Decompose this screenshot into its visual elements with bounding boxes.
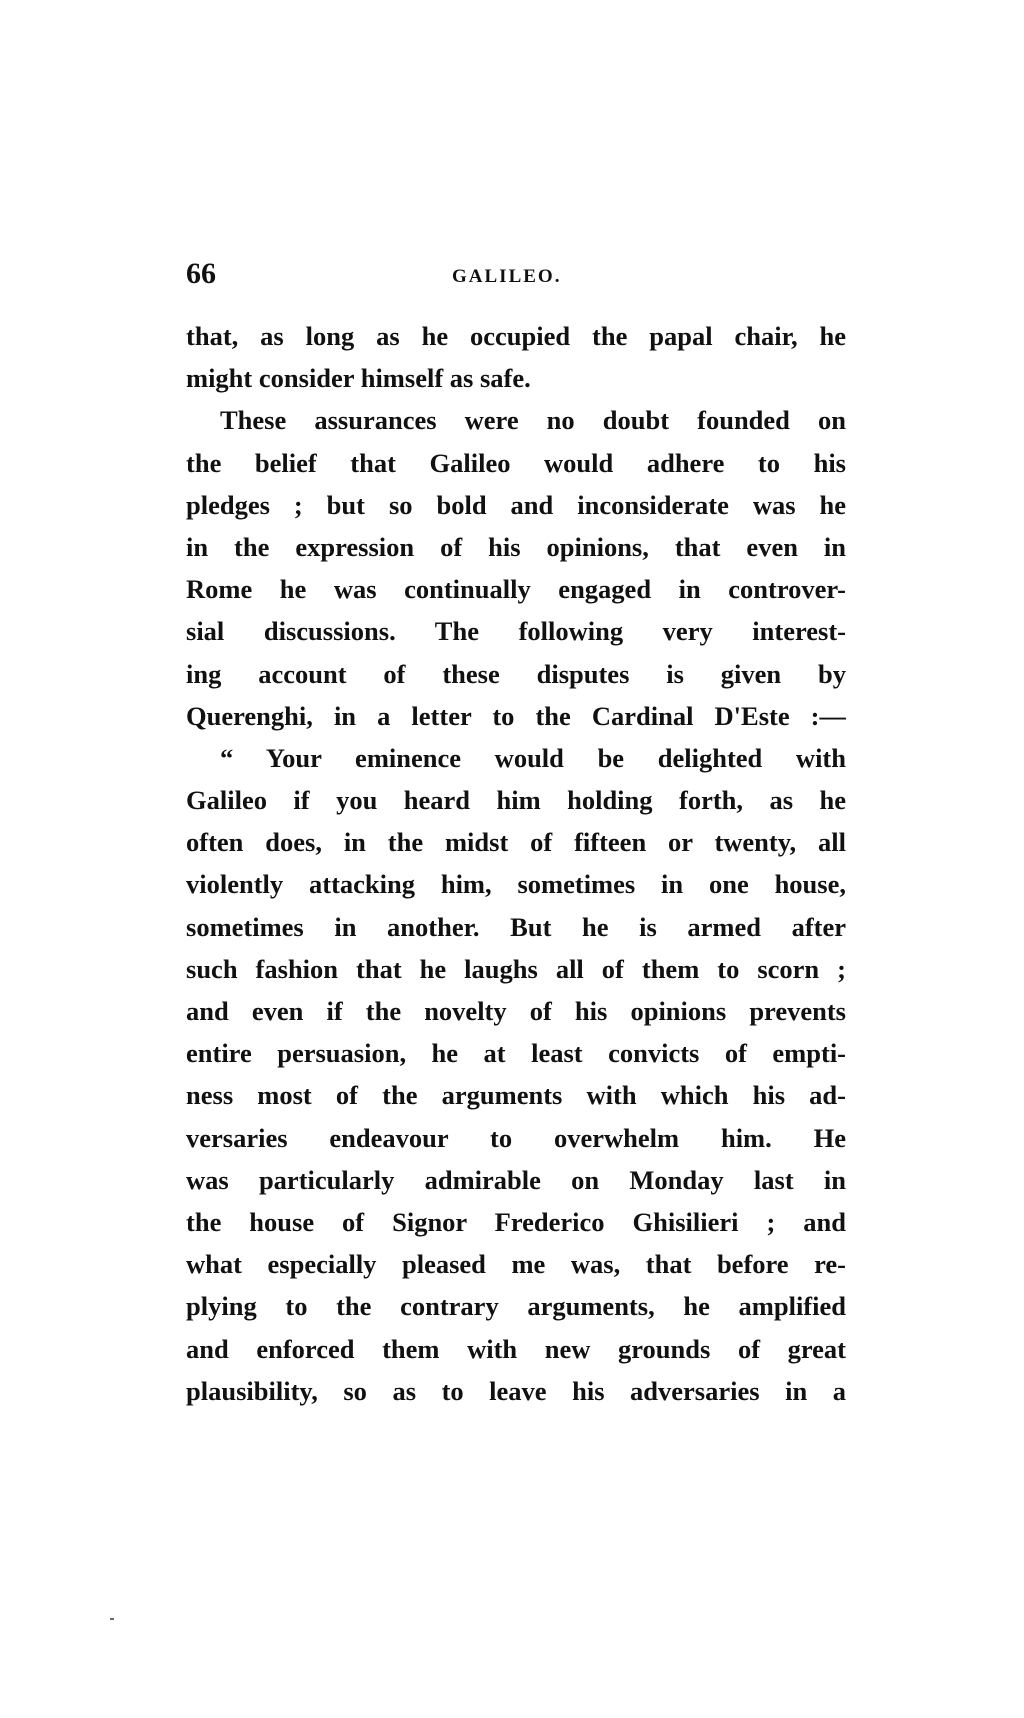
- text-line: versaries endeavour to overwhelm him. He: [186, 1122, 846, 1153]
- running-head: [186, 256, 846, 292]
- text-line: Galileo if you heard him holding forth, as he: [186, 785, 846, 816]
- text-line: the house of Signor Frederico Ghisilieri ; and: [186, 1206, 846, 1237]
- page-number: 66: [186, 257, 216, 290]
- text-line: pledges ; but so bold and inconsiderate was he: [186, 489, 846, 520]
- text-line: that, as long as he occupied the papal chair, he: [186, 321, 846, 351]
- text-line: and enforced them with new grounds of great: [186, 1333, 846, 1364]
- running-title: GALILEO.: [452, 266, 562, 287]
- text-line: These assurances were no doubt founded on: [220, 405, 846, 436]
- text-line: often does, in the midst of fifteen or twenty, all: [186, 827, 846, 858]
- text-line: Querenghi, in a letter to the Cardinal D'Este :—: [186, 700, 846, 731]
- text-line: violently attacking him, sometimes in one house,: [186, 869, 846, 900]
- text-line: in the expression of his opinions, that even in: [186, 531, 846, 562]
- body-text: [186, 315, 846, 1412]
- text-line: and even if the novelty of his opinions prevents: [186, 996, 846, 1026]
- text-line: such fashion that he laughs all of them to scorn ;: [186, 953, 846, 984]
- text-line: the belief that Galileo would adhere to his: [186, 447, 846, 478]
- text-line: plying to the contrary arguments, he amplified: [186, 1291, 846, 1322]
- text-line: ing account of these disputes is given by: [186, 658, 846, 689]
- text-line: what especially pleased me was, that before re-: [186, 1249, 846, 1280]
- text-line: “ Your eminence would be delighted with: [220, 742, 846, 773]
- text-line: sial discussions. The following very interest-: [186, 616, 846, 647]
- text-line: sometimes in another. But he is armed after: [186, 911, 846, 942]
- margin-mark: [110, 1618, 114, 1620]
- text-line: ness most of the arguments with which his ad-: [186, 1080, 846, 1111]
- text-line: might consider himself as safe.: [186, 363, 531, 394]
- text-line: plausibility, so as to leave his adversaries in a: [186, 1375, 846, 1406]
- text-line: Rome he was continually engaged in controver-: [186, 574, 846, 605]
- text-line: was particularly admirable on Monday last in: [186, 1164, 846, 1195]
- text-line: entire persuasion, he at least convicts of empti-: [186, 1038, 846, 1069]
